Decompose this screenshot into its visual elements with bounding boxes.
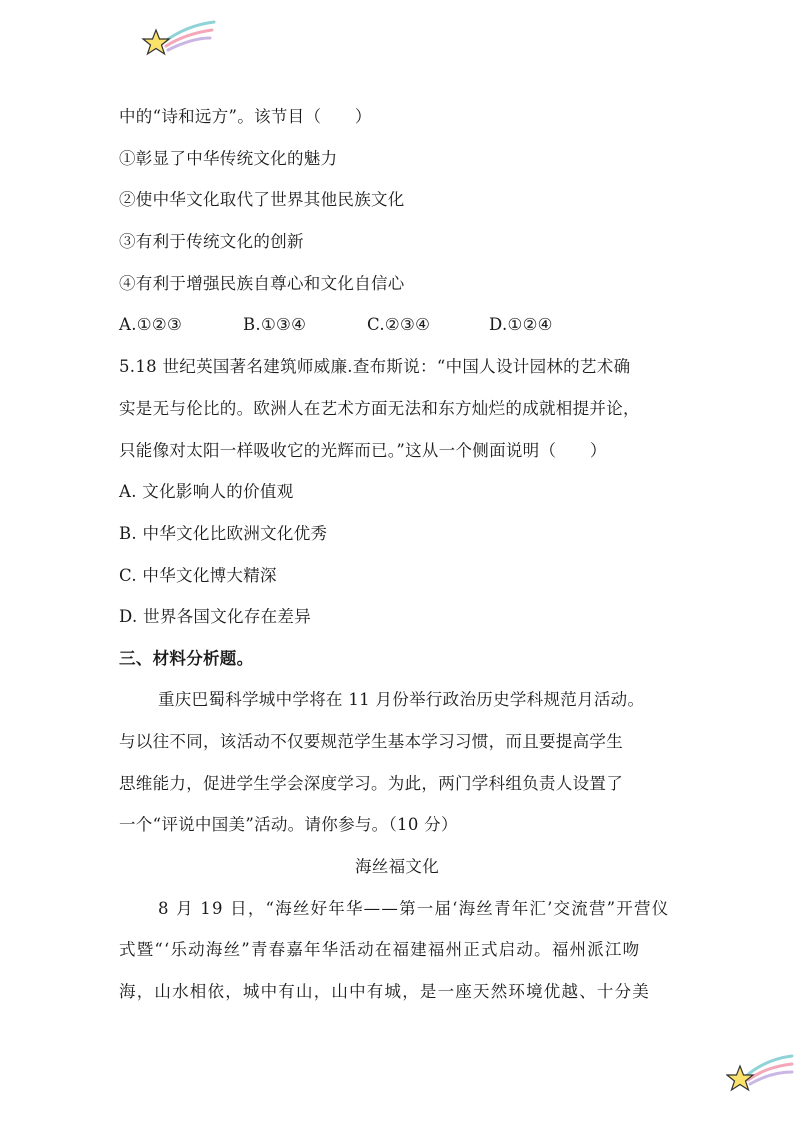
q4-option-c[interactable]: C.②③④	[367, 315, 431, 334]
q5-option-d[interactable]: D. 世界各国文化存在差异	[119, 607, 312, 626]
q5-stem-line: 实是无与伦比的。欧洲人在艺术方面无法和东方灿烂的成就相提并论，	[119, 399, 640, 418]
shooting-star-icon	[726, 1052, 794, 1096]
q5-option-c[interactable]: C. 中华文化博大精深	[119, 566, 277, 585]
intro-line: 一个“评说中国美”活动。请你参与。（10 分）	[119, 815, 458, 834]
intro-line: 思维能力，促进学生学会深度学习。为此，两门学科组负责人设置了	[119, 774, 623, 793]
intro-line: 重庆巴蜀科学城中学将在 11 月份举行政治历史学科规范月活动。	[158, 690, 645, 709]
q4-option-d[interactable]: D.①②④	[489, 315, 553, 334]
q4-item: ④有利于增强民族自尊心和文化自信心	[119, 274, 405, 293]
section-heading: 三、材料分析题。	[119, 649, 254, 668]
q5-option-b[interactable]: B. 中华文化比欧洲文化优秀	[119, 524, 328, 543]
q5-stem-line: 只能像对太阳一样吸收它的光辉而已。”这从一个侧面说明（ ）	[119, 441, 607, 460]
passage-line: 8 月 19 日，“海丝好年华——第一届‘海丝青年汇’交流营”开营仪	[158, 899, 670, 918]
q4-option-a[interactable]: A.①②③	[119, 315, 183, 334]
shooting-star-icon	[140, 16, 218, 60]
passage-line: 式暨“‘乐动海丝”青春嘉年华活动在福建福州正式启动。福州派江吻	[119, 940, 641, 959]
intro-line: 与以往不同，该活动不仅要规范学生基本学习习惯，而且要提高学生	[119, 732, 623, 751]
q5-option-a[interactable]: A. 文化影响人的价值观	[119, 482, 294, 501]
q4-stem-tail: 中的“诗和远方”。该节目（ ）	[119, 107, 372, 126]
q5-stem-line: 5.18 世纪英国著名建筑师威廉.查布斯说：“中国人设计园林的艺术确	[119, 357, 631, 376]
q4-option-b[interactable]: B.①③④	[243, 315, 307, 334]
q4-options	[119, 315, 553, 335]
q4-item: ③有利于传统文化的创新	[119, 232, 304, 251]
q4-item: ①彰显了中华传统文化的魅力	[119, 149, 338, 168]
passage-line: 海，山水相依，城中有山，山中有城，是一座天然环境优越、十分美	[119, 982, 650, 1001]
material-subtitle: 海丝福文化	[355, 857, 439, 876]
q4-item: ②使中华文化取代了世界其他民族文化	[119, 190, 405, 209]
